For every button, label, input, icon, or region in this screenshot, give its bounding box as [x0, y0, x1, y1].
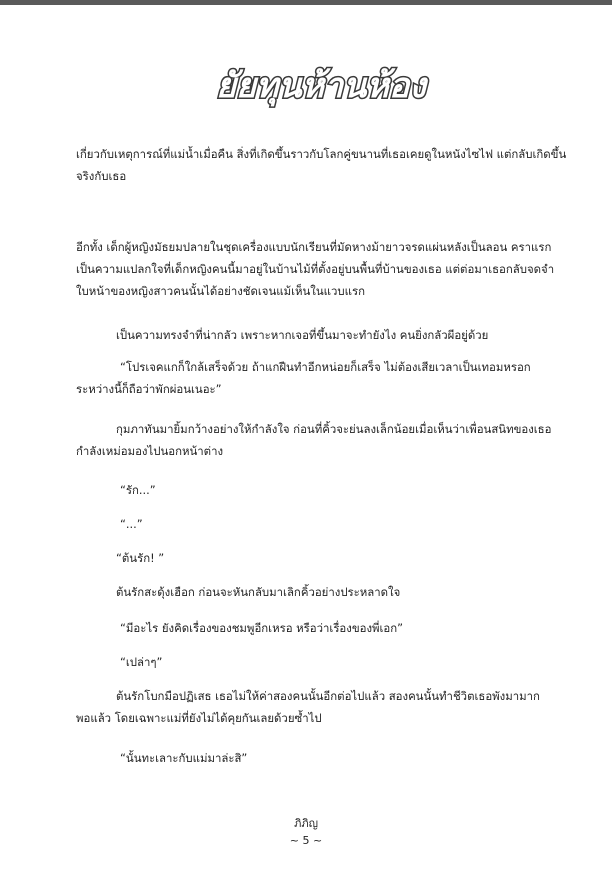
- dialogue-line: “นั้นทะเลาะกับแม่มาล่ะสิ”: [120, 751, 248, 765]
- paragraph: [76, 418, 556, 462]
- text-line: ระหว่างนี้ก็ถือว่าพักผ่อนเนอะ”: [76, 382, 222, 396]
- dialogue-paragraph: [76, 356, 556, 400]
- dialogue-line: “มีอะไร ยังคิดเรื่องของชมพูอีกเหรอ หรือว่าเรื่องของพี่เอก”: [120, 621, 404, 635]
- dialogue-line: “ต้นรัก! ”: [116, 551, 165, 565]
- svg-text:ยัยทุนห้านห้อง: ยัยทุนห้านห้อง: [216, 66, 426, 106]
- title-logo-art: [205, 61, 437, 111]
- text-line: เป็นความทรงจำที่น่ากลัว เพราะหากเจอที่ขึ้นมาจะทำยังไง คนยิ่งกลัวผีอยู่ด้วย: [116, 328, 489, 342]
- text-line: กำลังเหม่อมองไปนอกหน้าต่าง: [76, 444, 224, 458]
- paragraph: [76, 143, 567, 187]
- text-line: ต้นรักโบกมือปฏิเสธ เธอไม่ให้ค่าสองคนนั้นอีกต่อไปแล้ว สองคนนั้นทำชีวิตเธอพังมามาก: [116, 689, 540, 703]
- author-name: ภิภิญ: [294, 817, 318, 830]
- paragraph: [76, 685, 556, 729]
- text-line: จริงกับเธอ: [76, 169, 127, 183]
- text-line: กุมภาทันมายิ้มกว้างอย่างให้กำลังใจ ก่อนที่คิ้วจะย่นลงเล็กน้อยเมื่อเห็นว่าเพื่อนสนิทของเธอ: [116, 422, 552, 436]
- dialogue-line: “รัก...”: [120, 483, 156, 497]
- paragraph: [116, 324, 596, 346]
- text-line: “โปรเจคแกก็ใกล้เสร็จด้วย ถ้าแกฝืนทำอีกหน่อยก็เสร็จ ไม่ต้องเสียเวลาเป็นเทอมหรอก: [120, 360, 531, 374]
- text-line: ใบหน้าของหญิงสาวคนนั้นได้อย่างชัดเจนแม้เห็นในแวบแรก: [76, 284, 365, 298]
- page-number: ~ 5 ~: [289, 834, 323, 847]
- text-line: เป็นความแปลกใจที่เด็กหญิงคนนี้มาอยู่ในบ้านไม้ที่ตั้งอยู่บนพื้นที่บ้านของเธอ แต่ต่อมาเธอกลับจดจำ: [76, 262, 555, 276]
- text-line: อีกทั้ง เด็กผู้หญิงมัธยมปลายในชุดเครื่องแบบนักเรียนที่มัดหางม้ายาวจรดแผ่นหลังเป็นลอน คราแรก: [76, 240, 552, 254]
- text-line: เกี่ยวกับเหตุการณ์ที่แม่น้ำเมื่อคืน สิ่งที่เกิดขึ้นราวกับโลกคู่ขนานที่เธอเคยดูในหนังไซไฟ แต่กลับเกิดขึ้น: [76, 147, 567, 161]
- paragraph: [76, 236, 556, 302]
- document-page: [0, 5, 612, 882]
- paragraph: ต้นรักสะดุ้งเฮือก ก่อนจะหันกลับมาเลิกคิ้วอย่างประหลาดใจ: [116, 585, 401, 599]
- dialogue-line: “เปล่าๆ”: [120, 655, 163, 669]
- text-line: พอแล้ว โดยเฉพาะแม่ที่ยังไม่ได้คุยกันเลยด้วยซ้ำไป: [76, 711, 322, 725]
- dialogue-line: “...”: [120, 517, 143, 531]
